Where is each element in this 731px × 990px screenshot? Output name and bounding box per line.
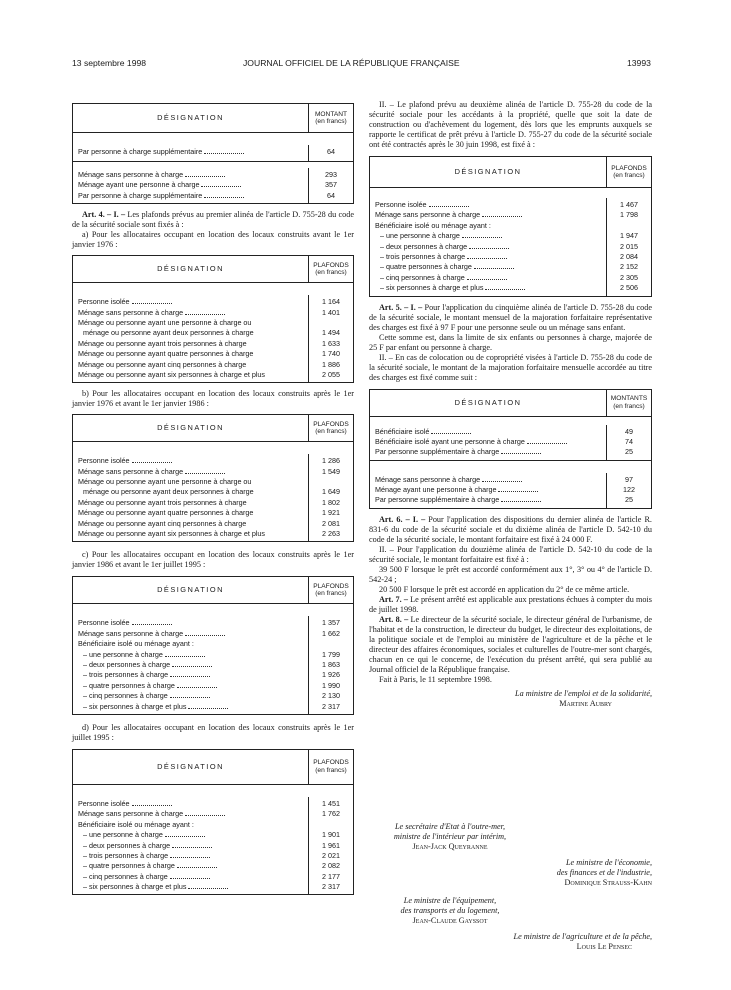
- table-row-label: Ménage ayant une personne à charge: [375, 485, 603, 495]
- table-head-value: PLAFONDS: [313, 261, 349, 269]
- table-row-value: 1 740: [322, 349, 340, 359]
- table-row-label: – trois personnes à charge: [375, 252, 603, 262]
- table-row-value: 2 082: [322, 861, 340, 871]
- article-7-paragraph: Art. 7. – Le présent arrêté est applicable aux prestations échues à compter du mois de juillet 1998.: [369, 594, 652, 614]
- table-row-value: 1 863: [322, 659, 340, 669]
- table-row-label: Ménage ayant une personne à charge: [78, 180, 305, 190]
- table-row-label: Personne isolée: [375, 200, 603, 210]
- signature-name-1: Martine Aubry: [559, 698, 612, 708]
- table-row-label: – deux personnes à charge: [78, 841, 305, 851]
- table-row-value: [309, 820, 353, 830]
- table-row-value: 2 317: [322, 701, 340, 711]
- article-5-paragraph: Art. 5. – I. – Pour l'application du cinquième alinéa de l'article D. 755-28 du code de la sécurité sociale, le montant mensuel de la majoration forfaitaire représentative des charges est fixé à 97 F pour une personne seule ou un ménage sans enfant.: [369, 302, 652, 332]
- table-row-value: 2 305: [620, 272, 638, 282]
- table-head-unit: (en francs): [315, 590, 347, 598]
- article-6-paragraph-2: II. – Pour l'application du douzième alinéa de l'article D. 542-10 du code de la sécurité sociale, le montant forfaitaire est fixé à :: [369, 544, 652, 564]
- table-row-label: Bénéficiaire isolé ou ménage ayant :: [375, 220, 491, 230]
- table-head-unit: (en francs): [613, 402, 645, 410]
- table-row-value: 2 081: [322, 518, 340, 528]
- table-row-label: Par personne à charge supplémentaire: [78, 147, 305, 157]
- table-row-value: 25: [625, 495, 633, 505]
- table-plafonds-c: [72, 576, 354, 715]
- table-row-label: – deux personnes à charge: [78, 660, 305, 670]
- table-plafonds-II: [369, 156, 652, 297]
- table-row-label: Ménage ou personne ayant une personne à charge ou: [78, 317, 252, 327]
- table-head-value: PLAFONDS: [313, 420, 349, 428]
- table-row-label: Ménage sans personne à charge: [78, 809, 305, 819]
- signature-block-4: [370, 896, 530, 926]
- table-row-label: ménage ou personne ayant deux personnes à charge: [83, 487, 254, 497]
- table-row-label: – une personne à charge: [375, 231, 603, 241]
- table-row-label: Ménage sans personne à charge: [78, 467, 305, 477]
- table-row-label: Ménage sans personne à charge: [78, 170, 305, 180]
- table-row-value: 74: [625, 436, 633, 446]
- table-row-label: ménage ou personne ayant deux personnes à charge: [83, 328, 254, 338]
- signature-name-3: Dominique Strauss-Kahn: [564, 878, 652, 887]
- table-row-label: Bénéficiaire isolé ou ménage ayant :: [78, 639, 194, 649]
- article-6-paragraph: Art. 6. – I. – Pour l'application des dispositions du dernier alinéa de l'article R. 831-6 du code de la sécurité sociale et du dixième alinéa de l'article D. 542-10 du code de la sécurité sociale, le montant forfaitaire est fixé à 24 000 F.: [369, 514, 652, 544]
- table-row-value: 357: [325, 180, 337, 190]
- table-row-label: – deux personnes à charge: [375, 242, 603, 252]
- article-6-paragraph-4: 20 500 F lorsque le prêt est accordé en application du 2° de ce même article.: [379, 584, 630, 594]
- table-row-label: – une personne à charge: [78, 830, 305, 840]
- table-plafonds-b: [72, 414, 354, 542]
- table-row-value: 2 084: [620, 251, 638, 261]
- table-row-value: 1 649: [322, 487, 340, 497]
- table-row-label: Par personne supplémentaire à charge: [375, 495, 603, 505]
- table-row-value: 1 494: [322, 328, 340, 338]
- table-row-value: 2 055: [322, 369, 340, 379]
- table-row-label: Ménage ou personne ayant cinq personnes à charge: [78, 518, 247, 528]
- article-6-paragraph-3: 39 500 F lorsque le prêt est accordé conformément aux 1°, 3° ou 4° de l'article D. 542-24 ;: [369, 564, 652, 584]
- table-row-label: Personne isolée: [78, 799, 305, 809]
- table-head-designation: DÉSIGNATION: [157, 423, 224, 433]
- table-row-value: 1 467: [620, 200, 638, 209]
- table-row-label: – six personnes à charge et plus: [78, 882, 305, 892]
- table-row-value: 1 961: [322, 840, 340, 850]
- signature-title-2b: ministre de l'intérieur par intérim,: [393, 832, 507, 841]
- table-head-unit: (en francs): [315, 269, 347, 277]
- table-row-value: 1 164: [322, 297, 340, 307]
- table-row-label: Bénéficiaire isolé ayant une personne à charge: [375, 437, 603, 447]
- table-head-designation: DÉSIGNATION: [454, 397, 522, 407]
- table-row-value: 2 130: [322, 691, 340, 701]
- header-page-number: 13993: [627, 58, 651, 68]
- table-head-value: MONTANTS: [610, 395, 648, 403]
- table-row-value: 2 152: [620, 262, 638, 272]
- article-5-paragraph-3: II. – En cas de colocation ou de copropriété visées à l'article D. 755-28 du code de la sécurité sociale, le montant de la majoration forfaitaire mensuelle accordée au titre des charges est fixé comme suit :: [369, 352, 652, 382]
- table-head-unit: (en francs): [613, 172, 645, 179]
- table-row-label: Ménage sans personne à charge: [78, 629, 305, 639]
- table-row-label: Ménage sans personne à charge: [375, 210, 603, 220]
- table-row-value: 1 798: [620, 210, 638, 220]
- table-row-value: 2 177: [322, 871, 340, 881]
- table-row-label: Ménage ou personne ayant six personnes à charge et plus: [78, 529, 265, 539]
- table-plafonds-a: [72, 255, 354, 383]
- table-row-value: [309, 318, 353, 328]
- table-row-value: 1 633: [322, 338, 340, 348]
- paragraph-c: c) Pour les allocataires occupant en location des locaux construits après le 1er janvier 1986 et avant le 1er juillet 1995 :: [72, 550, 354, 570]
- table-row-value: 1 401: [322, 307, 340, 317]
- table-row-value: 1 802: [322, 497, 340, 507]
- table-row-label: – six personnes à charge et plus: [78, 702, 305, 712]
- table-row-label: – une personne à charge: [78, 650, 305, 660]
- signature-block-2: [370, 822, 530, 852]
- table-head-value: PLAFONDS: [611, 164, 647, 172]
- table-head-unit: (en francs): [315, 118, 347, 125]
- table-row-label: Ménage ou personne ayant une personne à charge ou: [78, 477, 252, 487]
- table-row-value: 1 990: [322, 680, 340, 690]
- table-row-label: – quatre personnes à charge: [78, 861, 305, 871]
- table-row-label: Bénéficiaire isolé ou ménage ayant :: [78, 819, 194, 829]
- table-row-value: 2 015: [620, 241, 638, 251]
- paragraph-a: a) Pour les allocataires occupant en location des locaux construits avant le 1er janvier 1976 :: [72, 230, 354, 250]
- table-row-label: – trois personnes à charge: [78, 851, 305, 861]
- table-row-label: Ménage ou personne ayant trois personnes à charge: [78, 338, 247, 348]
- paragraph-II: II. – Le plafond prévu au deuxième alinéa de l'article D. 755-28 du code de la sécurité sociale pour les accédants à la propriété, quelle que soit la date de construction ou d'achèvement du logement, dès lors que les emprunts auxquels se rapporte le certificat de prêt prévu à l'article D. 755-27 du code de la sécurité sociale ont été contractés après le 30 juin 1998, est fixé à :: [369, 100, 652, 149]
- table-row-label: – cinq personnes à charge: [78, 872, 305, 882]
- signature-title-4a: Le ministre de l'équipement,: [403, 896, 497, 905]
- table-row-value: 64: [327, 190, 335, 200]
- table-row-label: Ménage ou personne ayant cinq personnes à charge: [78, 359, 247, 369]
- table-row-value: 2 021: [322, 850, 340, 860]
- paragraph-d: d) Pour les allocataires occupant en location des locaux construits après le 1er juillet 1995 :: [72, 722, 354, 742]
- table-head-value: MONTANT: [314, 110, 348, 118]
- table-row-value: 1 357: [322, 618, 340, 628]
- header-date: 13 septembre 1998: [72, 58, 147, 68]
- signature-title-5: Le ministre de l'agriculture et de la pêche,: [513, 932, 652, 941]
- table-row-value: 122: [623, 485, 635, 495]
- table-row-label: Par personne supplémentaire à charge: [375, 447, 603, 457]
- table-row-label: Personne isolée: [78, 456, 305, 466]
- table-row-value: 1 799: [322, 649, 340, 659]
- table-row-label: Personne isolée: [78, 297, 305, 307]
- signature-name-4: Jean-Claude Gayssot: [412, 916, 488, 925]
- table-row-label: Ménage sans personne à charge: [375, 475, 603, 485]
- table-head-unit: (en francs): [315, 428, 347, 436]
- table-row-label: Bénéficiaire isolé: [375, 427, 603, 437]
- table-row-label: – trois personnes à charge: [78, 670, 305, 680]
- table-row-label: Ménage sans personne à charge: [78, 308, 305, 318]
- table-row-value: 1 549: [322, 466, 340, 476]
- table-row-value: [309, 477, 353, 487]
- table-row-label: Par personne à charge supplémentaire: [78, 191, 305, 201]
- table-row-value: 64: [327, 147, 335, 156]
- header-journal-title: JOURNAL OFFICIEL DE LA RÉPUBLIQUE FRANÇAISE: [243, 58, 460, 68]
- table-row-value: 2 317: [322, 882, 340, 892]
- signature-block-3: [490, 858, 652, 888]
- signature-block-5: [470, 932, 652, 952]
- table-row-value: 1 451: [322, 798, 340, 808]
- table-row-value: 2 263: [322, 529, 340, 539]
- signature-title-1: La ministre de l'emploi et de la solidarité,: [515, 688, 652, 698]
- table-row-value: 1 926: [322, 670, 340, 680]
- table-row-label: Ménage ou personne ayant quatre personnes à charge: [78, 349, 254, 359]
- table-row-value: [607, 221, 651, 231]
- table-row-label: – quatre personnes à charge: [375, 262, 603, 272]
- table-row-value: 25: [625, 447, 633, 457]
- table-row-value: 1 901: [322, 830, 340, 840]
- table-plafonds-d: [72, 749, 354, 896]
- table-row-value: 1 286: [322, 456, 340, 466]
- table-head-designation: DÉSIGNATION: [157, 761, 224, 771]
- table-head-designation: DÉSIGNATION: [157, 113, 224, 122]
- table-row-value: [309, 639, 353, 649]
- table-row-value: 293: [325, 170, 337, 179]
- signature-title-3b: des finances et de l'industrie,: [556, 868, 652, 877]
- table-row-label: Ménage ou personne ayant quatre personnes à charge: [78, 508, 254, 518]
- left-column: [72, 103, 354, 901]
- table-row-value: 1 762: [322, 809, 340, 819]
- article-5-paragraph-2: Cette somme est, dans la limite de six enfants ou personnes à charge, majorée de 25 F par enfant ou personne à charge.: [369, 332, 652, 352]
- signature-title-4b: des transports et du logement,: [400, 906, 500, 915]
- signature-name-5: Louis Le Pensec: [576, 942, 632, 951]
- table-head-designation: DÉSIGNATION: [157, 585, 224, 595]
- table-row-value: 1 886: [322, 359, 340, 369]
- signature-title-2a: Le secrétaire d'Etat à l'outre-mer,: [395, 822, 505, 831]
- table-montants-5: [369, 389, 652, 509]
- table-row-label: – cinq personnes à charge: [375, 273, 603, 283]
- table-row-label: – cinq personnes à charge: [78, 691, 305, 701]
- table-row-label: – quatre personnes à charge: [78, 681, 305, 691]
- fait-a-paris: Fait à Paris, le 11 septembre 1998.: [379, 674, 492, 684]
- article-4-paragraph: Art. 4. – I. – Les plafonds prévus au premier alinéa de l'article D. 755-28 du code de la sécurité sociale sont fixés à :: [72, 210, 354, 230]
- table-row-label: Ménage ou personne ayant trois personnes à charge: [78, 497, 247, 507]
- signature-name-2: Jean-Jack Queyranne: [412, 842, 488, 851]
- paragraph-b: b) Pour les allocataires occupant en location des locaux construits après le 1er janvier 1976 et avant le 1er janvier 1986 :: [72, 389, 354, 409]
- table-row-value: 1 947: [620, 231, 638, 241]
- table-head-value: PLAFONDS: [313, 759, 349, 767]
- table-montant-1: [72, 103, 354, 204]
- table-row-value: 1 921: [322, 508, 340, 518]
- signature-title-3a: Le ministre de l'économie,: [565, 858, 652, 867]
- table-head-designation: DÉSIGNATION: [454, 167, 522, 176]
- article-8-paragraph: Art. 8. – Le directeur de la sécurité sociale, le directeur général de l'urbanisme, de l'habitat et de la construction, le directeur du budget, le directeur des exploitations, de la politique sociale et de l'emploi au ministère de l'agriculture et de la pêche et le directeur des affaires économiques, sociales et culturelles de l'outre-mer sont chargés, chacun en ce qui le concerne, de l'exécution du présent arrêté, qui sera publié au Journal officiel de la République française.: [369, 614, 652, 674]
- table-head-value: PLAFONDS: [313, 582, 349, 590]
- table-row-value: 49: [625, 426, 633, 436]
- table-head-designation: DÉSIGNATION: [157, 264, 224, 274]
- table-row-label: – six personnes à charge et plus: [375, 283, 603, 293]
- table-head-unit: (en francs): [315, 766, 347, 774]
- table-row-label: Ménage ou personne ayant six personnes à charge et plus: [78, 369, 265, 379]
- table-row-label: Personne isolée: [78, 618, 305, 628]
- right-column: [369, 100, 652, 709]
- table-row-value: 1 662: [322, 628, 340, 638]
- table-row-value: 97: [625, 474, 633, 484]
- table-row-value: 2 506: [620, 283, 638, 293]
